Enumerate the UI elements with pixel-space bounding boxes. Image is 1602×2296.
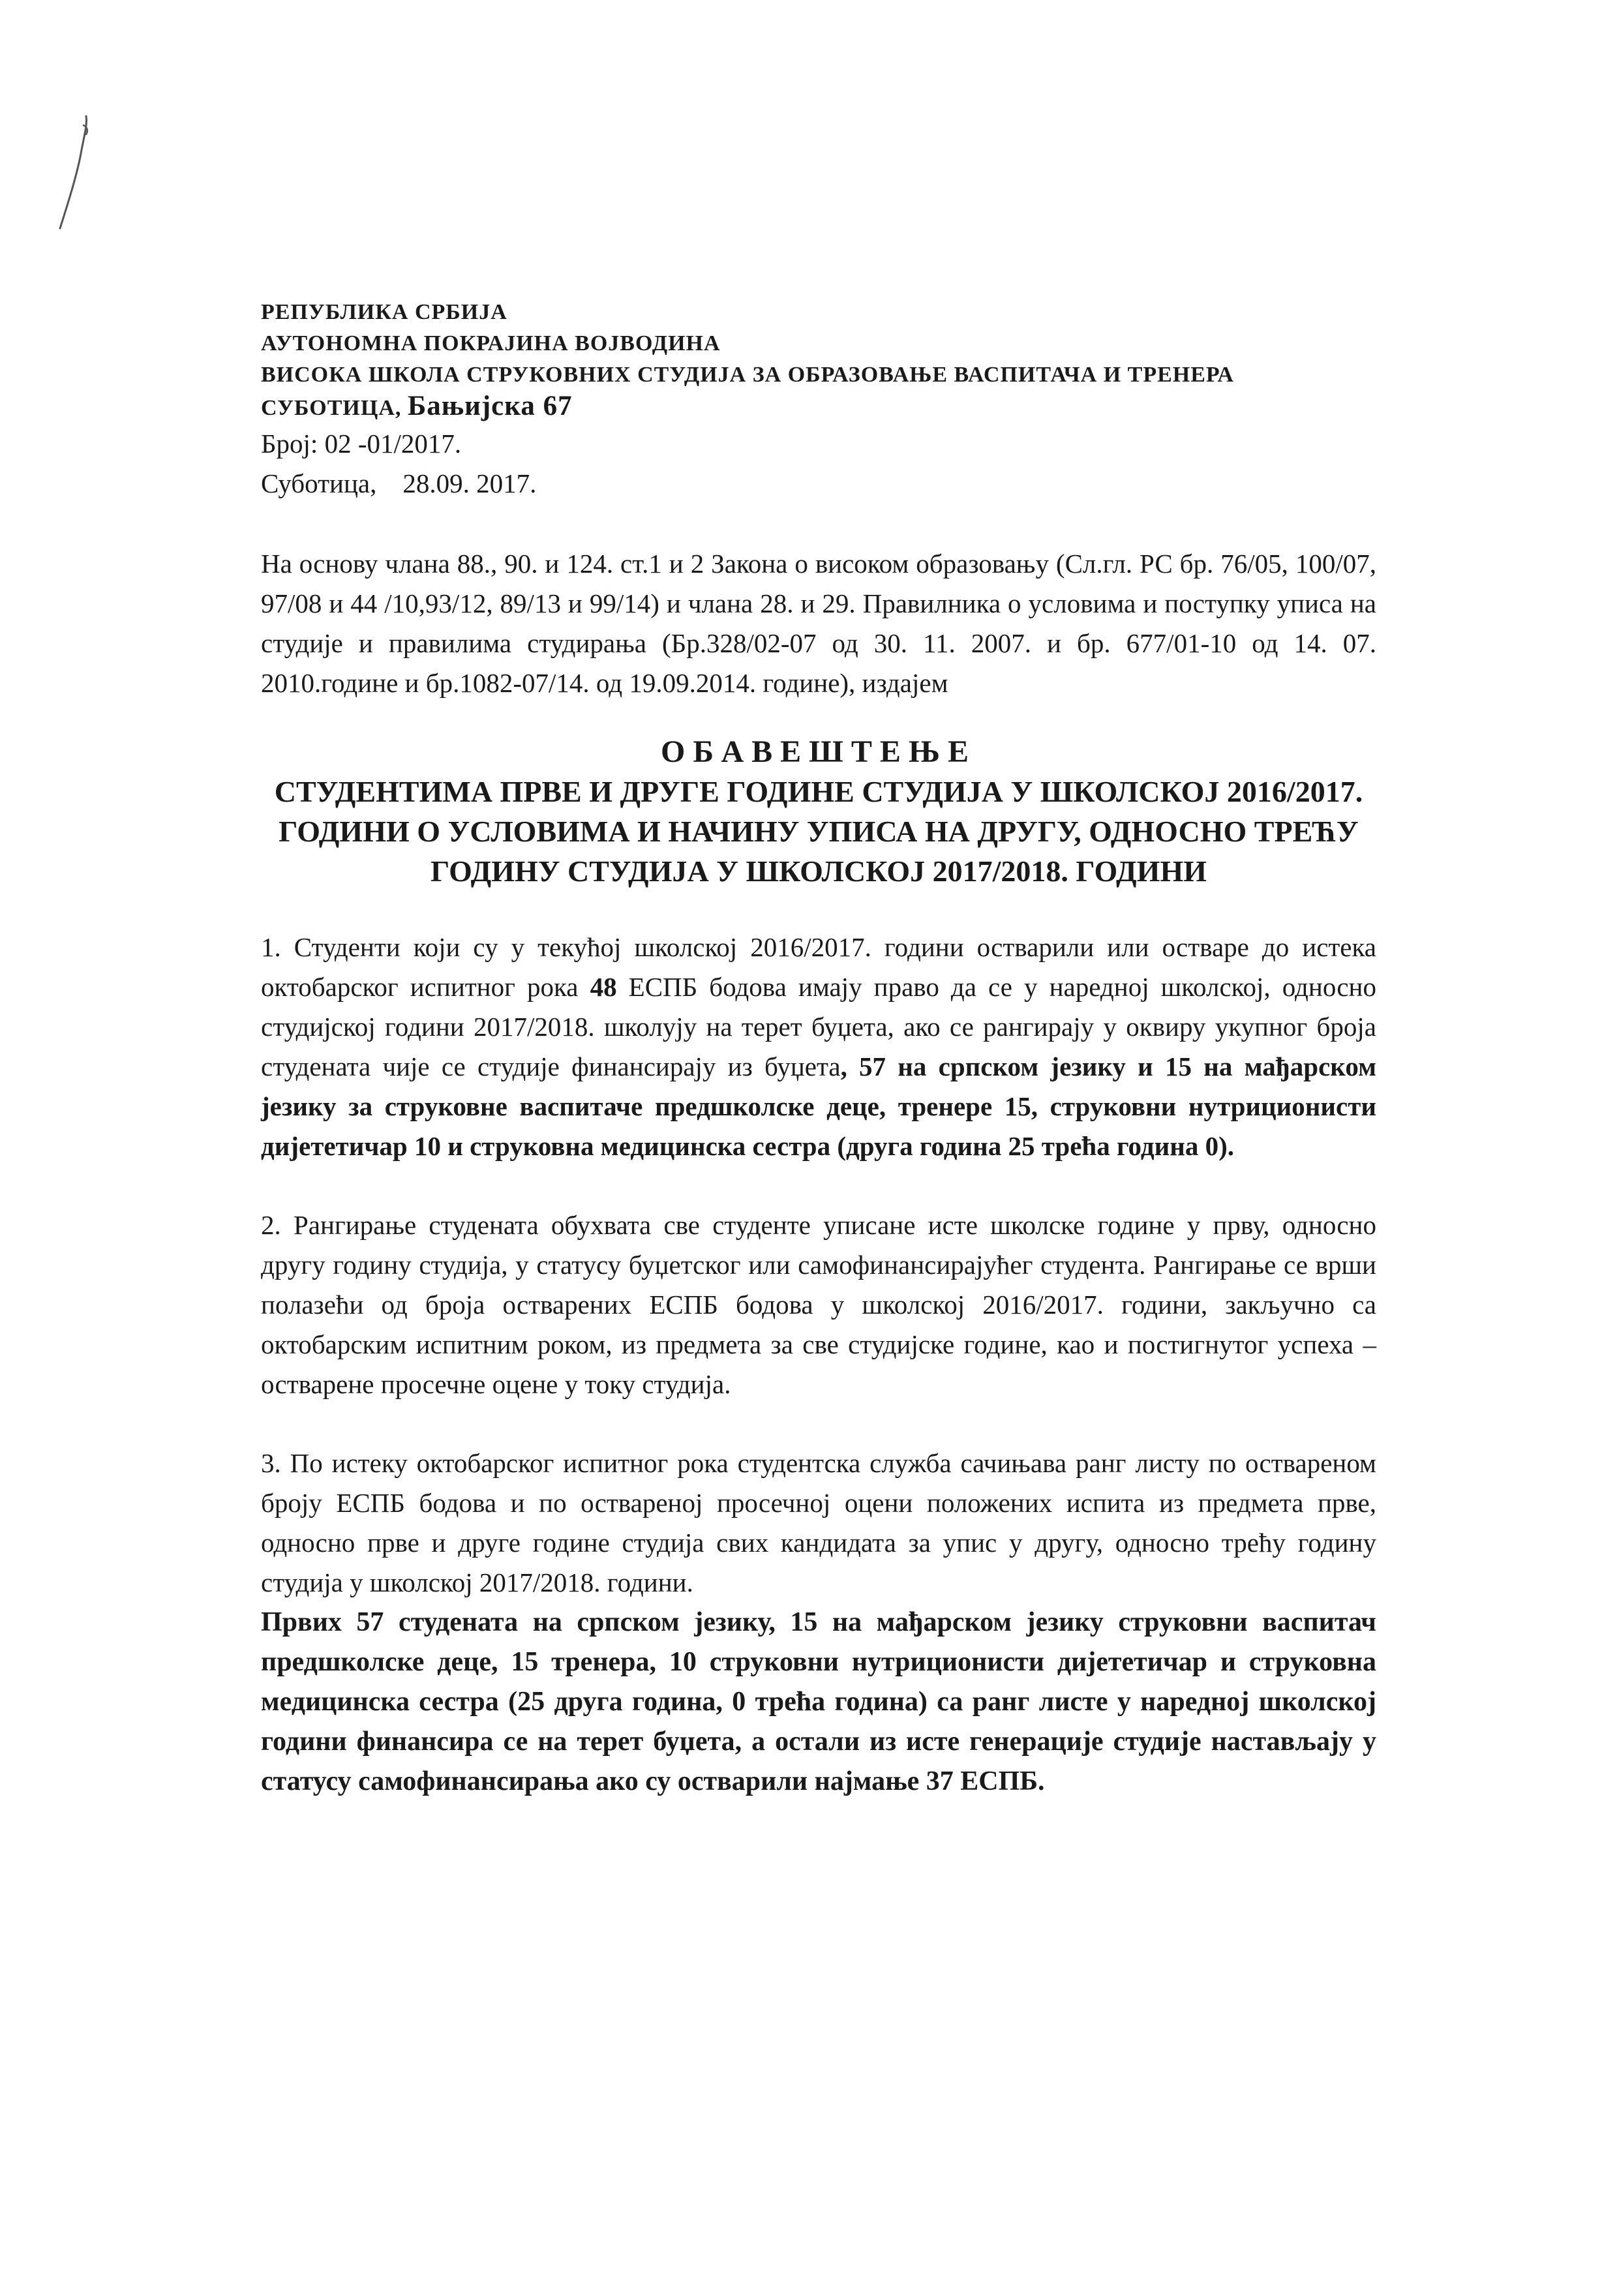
- item-1-text-a: 1. Студенти који су у текућој школској 2016/2017. години остварили или остваре до истека октобарског испитног рока: [261, 932, 1376, 1002]
- document-page: [261, 297, 1376, 1802]
- item-1-quota: , 57 на српском језику и 15 на мађарском језику за струковне васпитаче предшколске деце, тренере 15, струковни нутриционисти дијететичар 10 и струковна медицинска сестра (друга година 25 трећа година 0).: [261, 1051, 1376, 1161]
- handwritten-mark: [46, 111, 104, 241]
- letterhead: [261, 297, 1376, 424]
- address-city: СУБОТИЦА,: [261, 396, 402, 420]
- number-label: Број:: [261, 429, 318, 459]
- address-street: Бањиjска 67: [407, 391, 573, 421]
- item-3-text: 3. По истеку октобарског испитног рока студентска служба сачињава ранг листу по оствареном броју ЕСПБ бодова и по оствареној просечној оцени положених испита из предмета прве, односно прве и друге године студија свих кандидата за упис у другу, односно трећу годину студија у школској 2017/2018. години.: [261, 1448, 1376, 1597]
- letterhead-institution: ВИСОКА ШКОЛА СТРУКОВНИХ СТУДИЈА ЗА ОБРАЗОВАЊЕ ВАСПИТАЧА И ТРЕНЕРА: [261, 363, 1234, 387]
- document-number: [261, 424, 1376, 464]
- intro-paragraph: На основу члана 88., 90. и 124. ст.1 и 2 Закона о високом образовању (Сл.гл. РС бр. 76/05, 100/07, 97/08 и 44 /10,93/12, 89/13 и 99/14) и члана 28. и 29. Правилника о условима и поступку уписа на студије и правилима студирања (Бр.328/02-07 од 30. 11. 2007. и бр. 677/01-10 од 14. 07. 2010.године и бр.1082-07/14. од 19.09.2014. године), издајем: [261, 549, 1376, 698]
- number-value: 02 -01/2017.: [324, 429, 462, 459]
- item-3-bold-text: Првих 57 студената на српском језику, 15 на мађарском језику струковни васпитач предшколске деце, 15 тренера, 10 струковни нутриционисти дијететичар и струковна медицинска сестра (25 друга година, 0 трећа година) са ранг листе у наредној школској години финансира се на терет буџета, а остали из исте генерације студије настављају у статусу самофинансирања ако су остварили најмање 37 ЕСПБ.: [261, 1607, 1376, 1796]
- item-1-text-b: ЕСПБ бодова имају право да се у наредној школској, односно студијској години 2017/2018. школују на терет буџета, ако се рангирају у оквиру укупног броја студената чије се студије финансирају из буџета: [261, 972, 1377, 1081]
- notice-subtitle: СТУДЕНТИМА ПРВЕ И ДРУГЕ ГОДИНЕ СТУДИЈА У ШКОЛСКОЈ 2016/2017. ГОДИНИ О УСЛОВИМА И НАЧИНУ УПИСА НА ДРУГУ, ОДНОСНО ТРЕЋУ ГОДИНУ СТУДИЈА У ШКОЛСКОЈ 2017/2018. ГОДИНИ: [274, 775, 1363, 888]
- item-1-ects-count: 48: [590, 972, 617, 1002]
- letterhead-address: [261, 391, 1376, 424]
- letterhead-province: АУТОНОМНА ПОКРАЈИНА ВОЈВОДИНА: [261, 331, 721, 355]
- item-3-paragraph: [261, 1443, 1376, 1802]
- date-place: Суботица,: [261, 468, 377, 498]
- item-1-paragraph: [261, 928, 1376, 1166]
- letterhead-country: РЕПУБЛИКА СРБИЈА: [261, 300, 507, 324]
- notice-title: ОБАВЕШТЕЊЕ: [661, 734, 976, 769]
- item-2-paragraph: 2. Рангирање студената обухвата све студенте уписане исте школске године у прву, односно другу годину студија, у статусу буџетског или самофинансирајућег студента. Рангирање се врши полазећи од броја остварених ЕСПБ бодова у школској 2016/2017. години, закључно са октобарским испитним роком, из предмета за све студијске године, као и постигнутог успеха – остварене просечне оцене у току студија.: [261, 1210, 1376, 1399]
- notice-heading: [261, 732, 1376, 891]
- date-value: 28.09. 2017.: [402, 468, 537, 498]
- document-date: [261, 464, 1376, 504]
